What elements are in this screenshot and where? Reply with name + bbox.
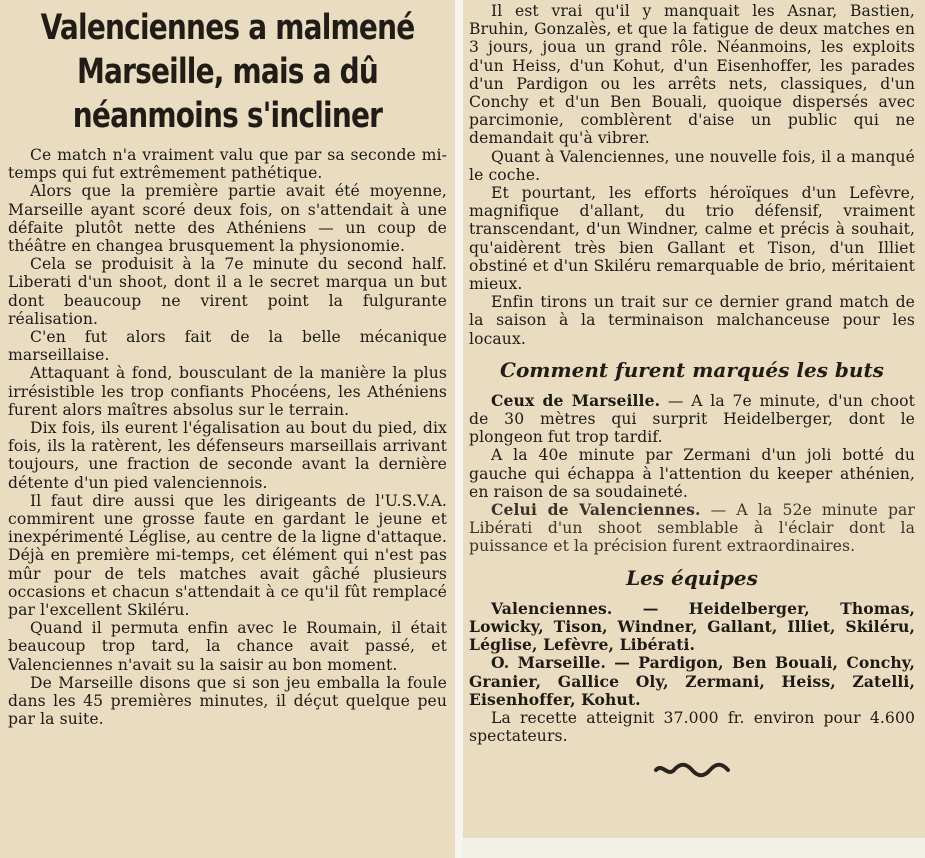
paragraph: Enfin tirons un trait sur ce dernier grand match de la saison à la terminaison malchanceuse pour les locaux. (469, 293, 915, 348)
team-name: Valenciennes. (491, 598, 613, 618)
paragraph: Ce match n'a vraiment valu que par sa seconde mi-temps qui fut extrêmement pathétique. (8, 146, 447, 183)
headline-line-2: Marseille, mais a dû (76, 52, 379, 92)
goal-entry-text: — A la 52e minute par Libérati d'un shoot semblable à l'éclair dont la puissance et la précision furent extraordinaires. (469, 501, 915, 556)
column-gutter (455, 0, 463, 858)
paragraph: Cela se produisit à la 7e minute du second half. Liberati d'un shoot, dont il a le secret marqua un but dont beaucoup ne virent point la fulgurante réalisation. (8, 255, 447, 328)
goal-entry (469, 392, 915, 447)
goal-entry-lead: Celui de Valenciennes. (491, 500, 701, 520)
goal-entry-lead: Ceux de Marseille. (491, 390, 661, 410)
team-lineup (469, 654, 915, 709)
paragraph: Quant à Valenciennes, une nouvelle fois, il a manqué le coche. (469, 147, 915, 184)
receipts-note: La recette atteignit 37.000 fr. environ pour 4.600 spectateurs. (469, 708, 915, 746)
paragraph: Alors que la première partie avait été moyenne, Marseille ayant scoré deux fois, on s'attendait à une défaite plutôt nette des Athéniens — un coup de théâtre en changea brusquement la physionomie. (8, 182, 447, 256)
headline-line-1: Valenciennes a malmené (40, 8, 415, 48)
team-players: — Pardigon, Ben Bouali, Conchy, Granier, Gallice Oly, Zermani, Heiss, Zatelli, Eisenhoffer, Kohut. (469, 653, 915, 709)
paragraph: Et pourtant, les efforts héroïques d'un Lefèvre, magnifique d'allant, du trio défensif, vraiment transcendant, d'un Windner, calme et précis à souhait, qu'aidèrent très bien Gallant et Tison, d'un Illiet obstiné et d'un Skiléru remarquable de brio, méritaient mieux. (469, 184, 915, 294)
goal-entry (469, 446, 915, 501)
left-column (0, 0, 455, 858)
goal-entry (469, 501, 915, 556)
goals-section-title: Comment furent marqués les buts (500, 357, 884, 382)
paragraph: De Marseille disons que si son jeu emballa la foule dans les 45 premières minutes, il déçut quelque peu par la suite. (8, 673, 447, 729)
article-headline (20, 6, 435, 138)
ornament-swirl-icon (652, 762, 732, 778)
goal-entry-text: A la 40e minute par Zermani d'un joli botté du gauche qui échappa à l'attention du keeper athénien, en raison de sa soudaineté. (469, 446, 915, 501)
end-ornament-icon (469, 759, 915, 784)
teams-section-title: Les équipes (626, 565, 758, 590)
paragraph: Attaquant à fond, bousculant de la manière la plus irrésistible les trop confiants Phocéens, les Athéniens furent alors maîtres absolus sur le terrain. (8, 364, 447, 419)
team-lineup (469, 600, 915, 655)
paragraph: C'en fut alors fait de la belle mécanique marseillaise. (8, 328, 447, 365)
team-players: — Heidelberger, Thomas, Lowicky, Tison, Windner, Gallant, Illiet, Skiléru, Léglise, Lefèvre, Libérati. (469, 598, 915, 655)
goal-entry-text: — A la 7e minute, d'un choot de 30 mètres qui surprit Heidelberger, dont le plongeon fut trop tardif. (469, 391, 915, 447)
paragraph: Quand il permuta enfin avec le Roumain, il était beaucoup trop tard, la chance avait passé, et Valenciennes n'avait su la saisir au bon moment. (8, 619, 447, 674)
paragraph: Il est vrai qu'il y manquait les Asnar, Bastien, Bruhin, Gonzalès, et que la fatigue de deux matches en 3 jours, joua un grand rôle. Néanmoins, les exploits d'un Heiss, d'un Kohut, d'un Eisenhoffer, les parades d'un Pardigon ou les arrêts nets, classiques, d'un Conchy et d'un Ben Bouali, quoique dispersés avec parcimonie, comblèrent d'aise un public qui ne demandait qu'à vibrer. (469, 2, 915, 148)
right-column (463, 0, 925, 838)
paragraph: Dix fois, ils eurent l'égalisation au bout du pied, dix fois, ils la ratèrent, les défenseurs marseillais arrivant toujours, une fraction de seconde avant la dernière détente d'un pied valenciennois. (8, 419, 447, 492)
team-name: O. Marseille. (491, 653, 606, 673)
headline-line-3: néanmoins s'incliner (72, 96, 383, 136)
paragraph: Il faut dire aussi que les dirigeants de l'U.S.V.A. commirent une grosse faute en gardant le jeune et inexpérimenté Léglise, au centre de la ligne d'attaque. Déjà en première mi-temps, cet élément qui n'est pas mûr pour de tels matches avait gâché plusieurs occasions et chacun s'attendait à ce qu'il fût remplacé par l'excellent Skiléru. (8, 491, 447, 620)
